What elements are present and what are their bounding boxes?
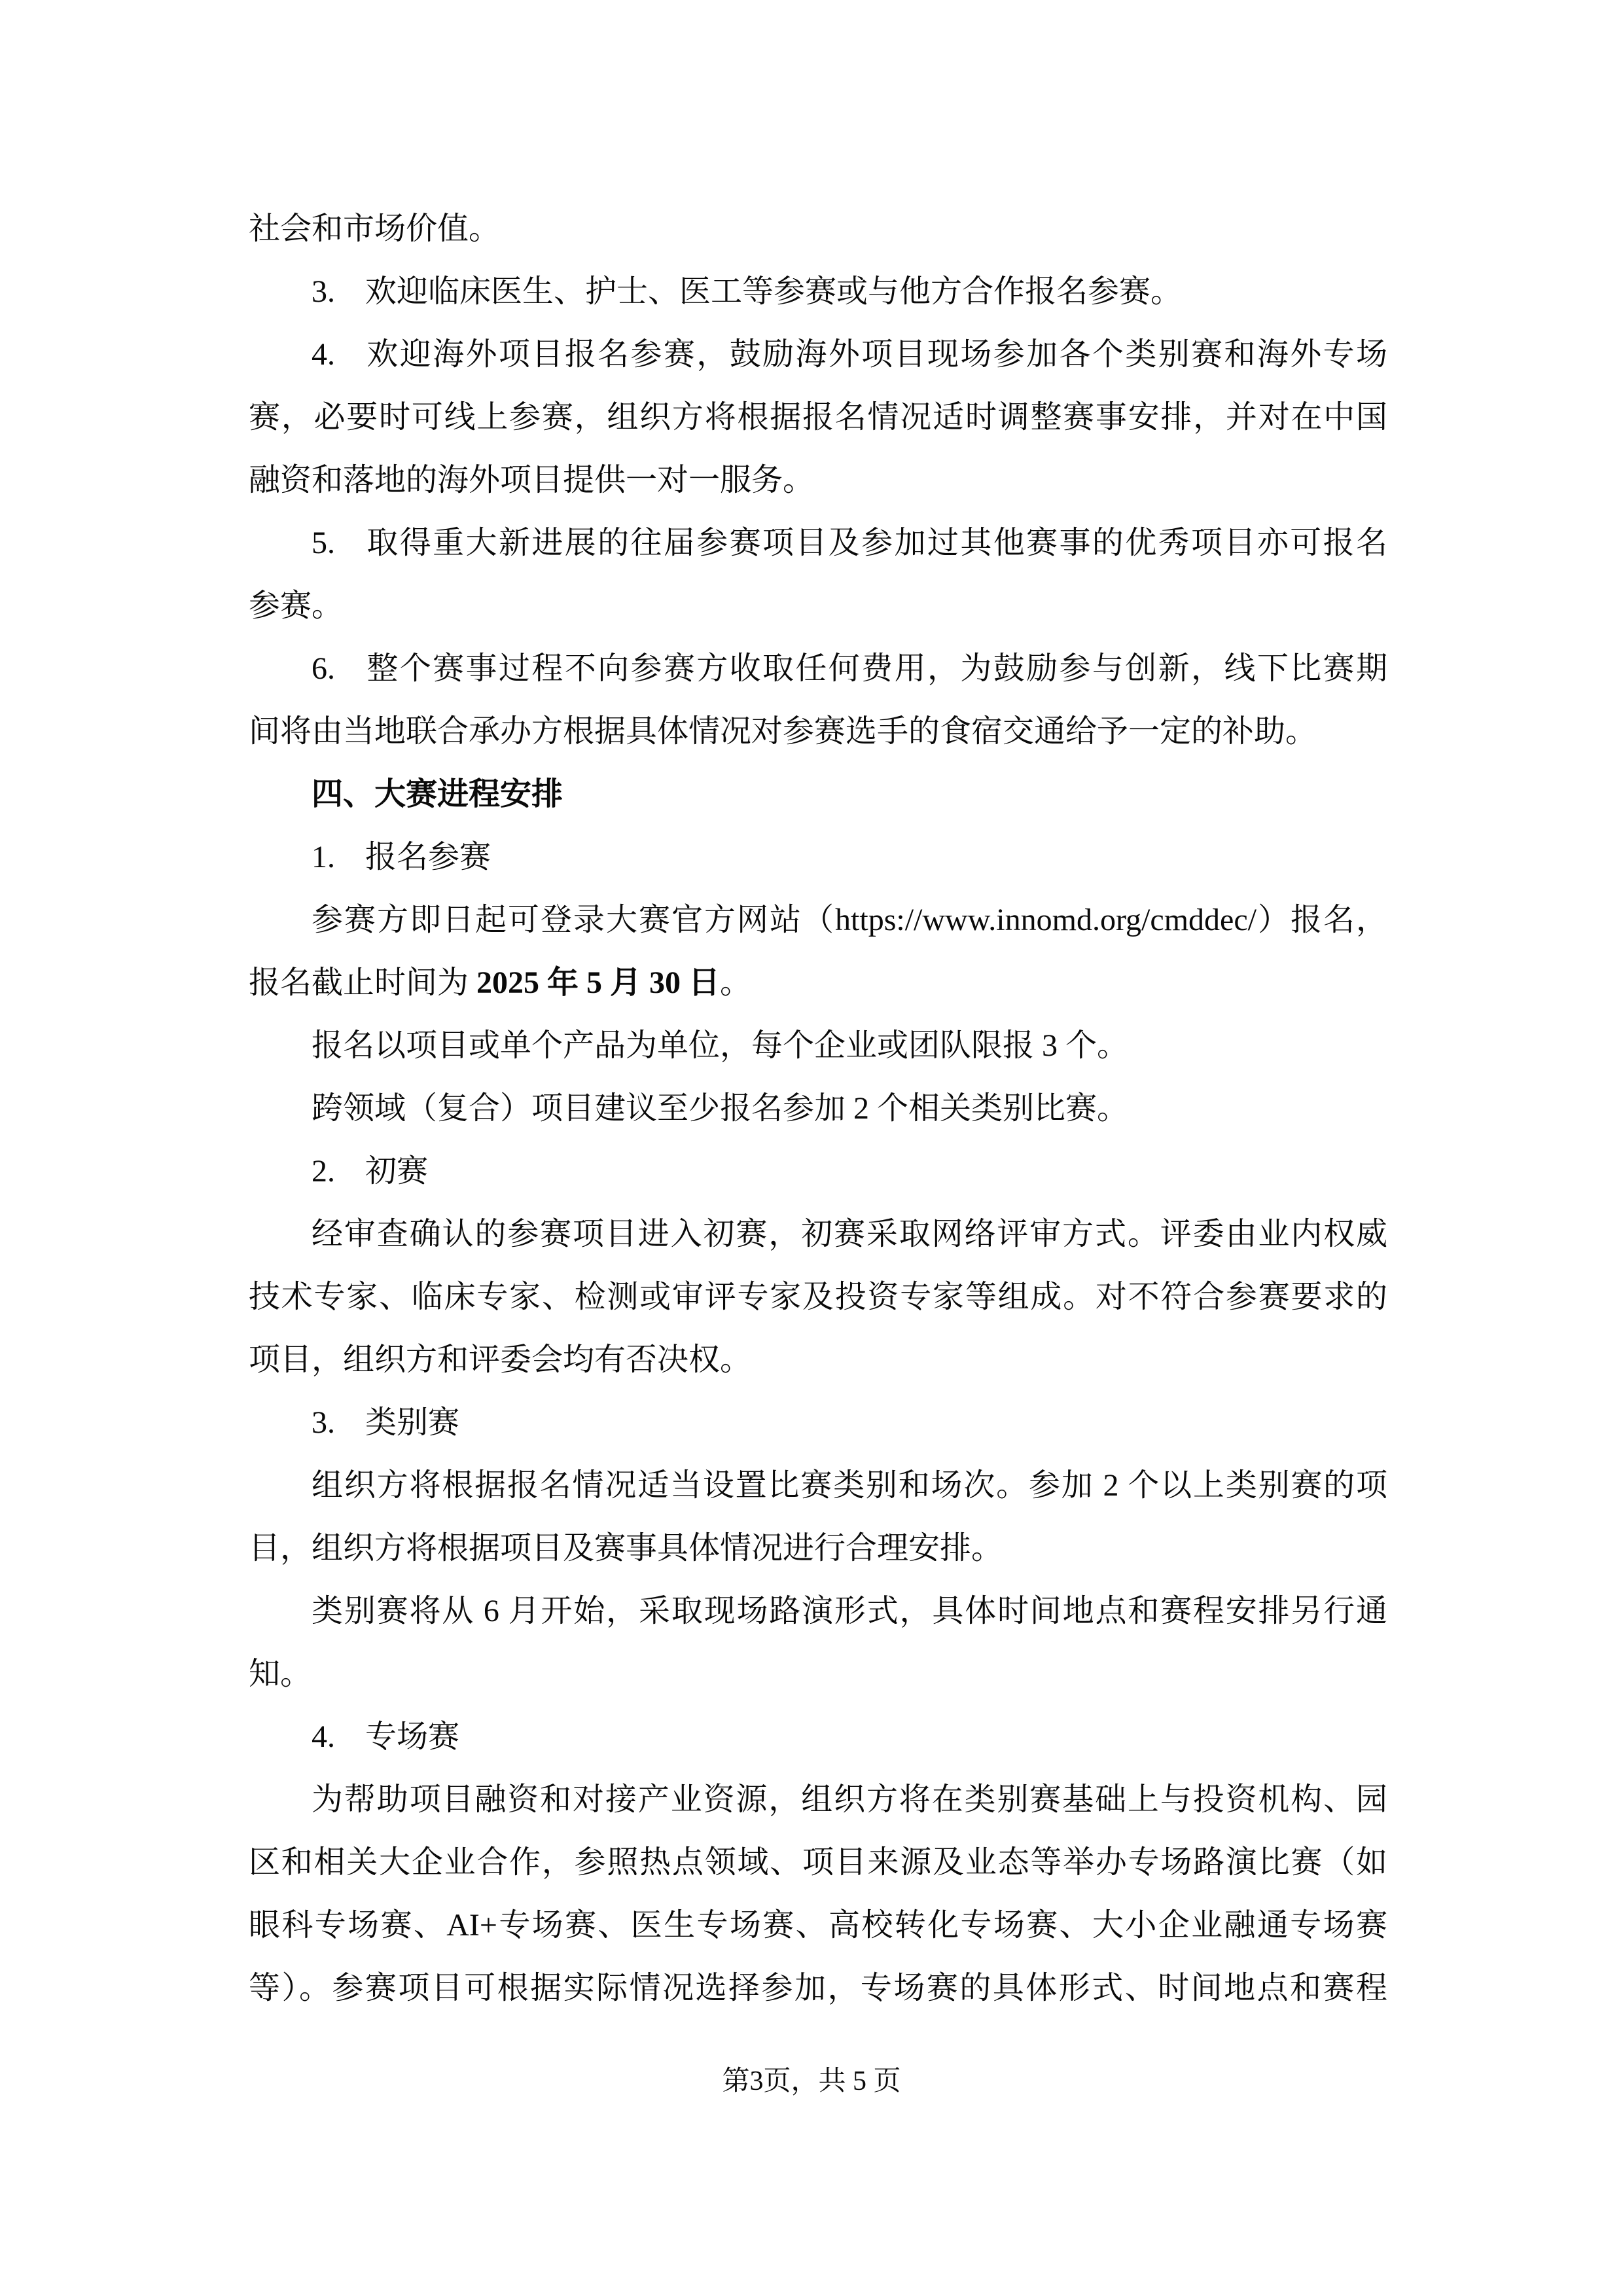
text-line: [249, 1014, 1387, 1077]
text-segment: 社会和市场价值。: [249, 211, 501, 246]
text-line: [249, 889, 1387, 952]
list-number: 6.: [312, 651, 335, 686]
text-segment: 眼科专场赛、AI+专场赛、医生专场赛、高校转化专场赛、大小企业融通专场赛: [249, 1908, 1387, 1943]
list-number: 3.: [312, 274, 335, 309]
text-segment: 报名以项目或单个产品为单位，每个企业或团队限报 3 个。: [312, 1028, 1129, 1063]
text-line: [249, 1831, 1387, 1894]
text-segment: 参赛方即日起可登录大赛官方网站（https://www.innomd.org/cmddec/）报名，: [312, 903, 1387, 937]
bold-text-segment: 2025 年 5 月 30 日: [476, 965, 721, 1000]
text-segment: 目，组织方将根据项目及赛事具体情况进行合理安排。: [249, 1531, 1003, 1566]
list-item-line: [249, 1140, 1387, 1203]
text-line: [249, 449, 1387, 512]
text-segment: 。: [720, 965, 752, 1000]
text-line: [249, 1580, 1387, 1643]
text-segment: 融资和落地的海外项目提供一对一服务。: [249, 463, 815, 497]
text-segment: 组织方将根据报名情况适当设置比赛类别和场次。参加 2 个以上类别赛的项: [312, 1468, 1387, 1503]
text-line: [249, 1768, 1387, 1831]
text-segment: 初赛: [365, 1154, 429, 1189]
text-segment: 技术专家、临床专家、检测或审评专家及投资专家等组成。对不符合参赛要求的: [249, 1280, 1387, 1314]
text-line: [249, 1643, 1387, 1706]
text-segment: 报名截止时间为: [249, 965, 477, 1000]
list-number: 1.: [312, 840, 335, 874]
text-line: [249, 575, 1387, 637]
list-item-line: [249, 512, 1387, 575]
text-line: [249, 1077, 1387, 1140]
text-segment: 欢迎海外项目报名参赛，鼓励海外项目现场参加各个类别赛和海外专场: [365, 337, 1387, 372]
text-segment: 等）。参赛项目可根据实际情况选择参加，专场赛的具体形式、时间地点和赛程: [249, 1971, 1387, 2005]
bold-text-segment: 四、大赛进程安排: [312, 777, 563, 812]
text-segment: 报名参赛: [365, 840, 491, 874]
text-segment: 类别赛将从 6 月开始，采取现场路演形式，具体时间地点和赛程安排另行通: [312, 1594, 1387, 1628]
list-item-line: [249, 1706, 1387, 1768]
text-segment: 欢迎临床医生、护士、医工等参赛或与他方合作报名参赛。: [365, 274, 1183, 309]
list-number: 2.: [312, 1154, 335, 1189]
text-segment: 知。: [249, 1657, 312, 1691]
text-segment: 类别赛: [365, 1405, 460, 1440]
list-number: 5.: [312, 526, 335, 560]
text-segment: 跨领域（复合）项目建议至少报名参加 2 个相关类别比赛。: [312, 1091, 1129, 1126]
document-body: [249, 198, 1387, 2020]
text-segment: 项目，组织方和评委会均有否决权。: [249, 1342, 752, 1377]
text-line: [249, 952, 1387, 1014]
text-segment: 间将由当地联合承办方根据具体情况对参赛选手的食宿交通给予一定的补助。: [249, 714, 1317, 749]
text-segment: 专场赛: [365, 1719, 460, 1754]
text-line: [249, 1329, 1387, 1391]
list-item-line: [249, 323, 1387, 386]
list-number: 4.: [312, 1719, 335, 1754]
text-line: [249, 1957, 1387, 2020]
list-item-line: [249, 637, 1387, 700]
text-line: [249, 198, 1387, 260]
text-segment: 参赛。: [249, 588, 344, 623]
text-segment: 为帮助项目融资和对接产业资源，组织方将在类别赛基础上与投资机构、园: [312, 1782, 1387, 1817]
text-segment: 整个赛事过程不向参赛方收取任何费用，为鼓励参与创新，线下比赛期: [365, 651, 1387, 686]
text-line: [249, 1454, 1387, 1517]
list-item-line: [249, 826, 1387, 889]
list-number: 3.: [312, 1405, 335, 1440]
list-item-line: [249, 260, 1387, 323]
list-item-line: [249, 1391, 1387, 1454]
text-segment: 经审查确认的参赛项目进入初赛，初赛采取网络评审方式。评委由业内权威: [312, 1217, 1387, 1251]
text-segment: 取得重大新进展的往届参赛项目及参加过其他赛事的优秀项目亦可报名: [365, 526, 1387, 560]
text-line: [249, 1517, 1387, 1580]
page-footer: [0, 2054, 1623, 2109]
text-segment: 赛，必要时可线上参赛，组织方将根据报名情况适时调整赛事安排，并对在中国: [249, 400, 1387, 435]
text-line: [249, 1894, 1387, 1957]
section-heading: [249, 763, 1387, 826]
text-line: [249, 1203, 1387, 1266]
text-line: [249, 386, 1387, 449]
text-line: [249, 700, 1387, 763]
page-number: 第3页，共 5 页: [722, 2066, 901, 2096]
text-segment: 区和相关大企业合作，参照热点领域、项目来源及业态等举办专场路演比赛（如: [249, 1845, 1387, 1880]
text-line: [249, 1266, 1387, 1329]
list-number: 4.: [312, 337, 335, 372]
